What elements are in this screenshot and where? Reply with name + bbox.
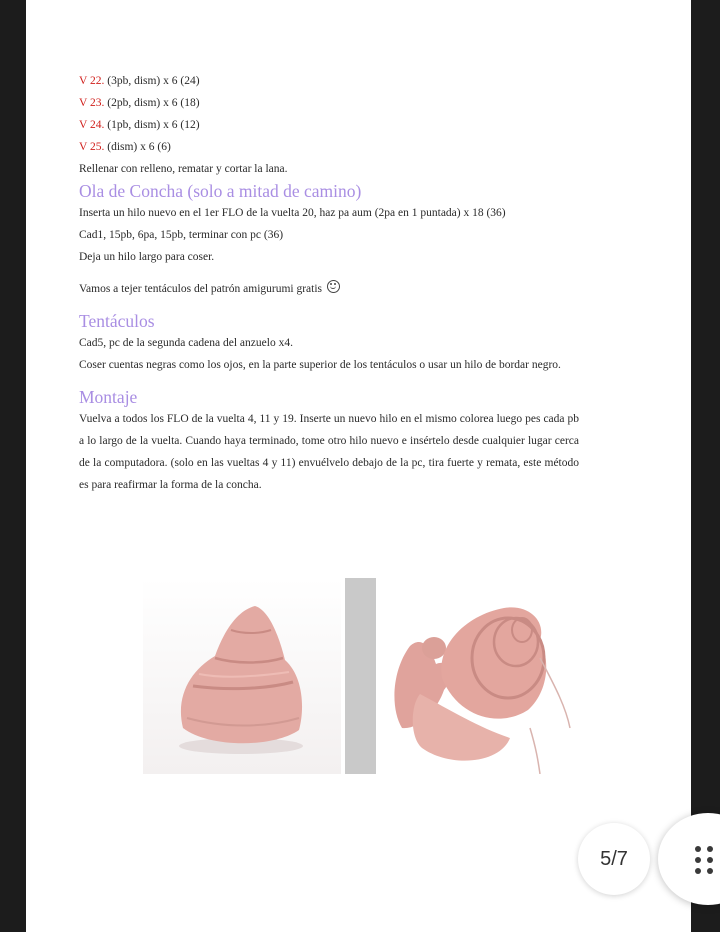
round-text: (dism) x 6 (6) bbox=[104, 141, 171, 153]
ola-line: Deja un hilo largo para coser. bbox=[79, 251, 215, 263]
promo-text: Vamos a tejer tentáculos del patrón amigurumi gratis bbox=[79, 283, 323, 295]
round-label: V 24. bbox=[79, 119, 105, 131]
round-text: (2pb, dism) x 6 (18) bbox=[104, 97, 200, 109]
shell-illustration-tentacles bbox=[380, 578, 576, 774]
round-line bbox=[79, 92, 579, 114]
round-label: V 25. bbox=[79, 141, 105, 153]
grid-dots-icon bbox=[694, 845, 716, 875]
round-text: (3pb, dism) x 6 (24) bbox=[104, 75, 200, 87]
page-indicator bbox=[578, 823, 650, 895]
montaje-paragraph: Vuelva a todos los FLO de la vuelta 4, 11 y 19. Inserte un nuevo hilo en el mismo colorea luego pes cada pb a lo largo de la vuelta. Cuando haya terminado, tome otro hilo nuevo e insértelo desde cualquier lugar cerca de la computadora. (solo en las vueltas 4 y 11) envuélvelo debajo de la pc, tira fuerte y remata, este método es para reafirmar la forma de la concha. bbox=[79, 413, 579, 491]
shell-photo-side bbox=[143, 578, 341, 774]
montaje-heading: Montaje bbox=[79, 387, 138, 407]
round-line bbox=[79, 70, 579, 92]
tentaculos-line: Coser cuentas negras como los ojos, en la parte superior de los tentáculos o usar un hilo de bordar negro. bbox=[79, 359, 561, 371]
round-line bbox=[79, 114, 579, 136]
promo-line bbox=[79, 278, 579, 300]
shell-photo-tentacles bbox=[380, 578, 576, 774]
ola-line: Cad1, 15pb, 6pa, 15pb, terminar con pc (36) bbox=[79, 229, 284, 241]
page-indicator-text: 5/7 bbox=[600, 847, 628, 870]
tentaculos-heading: Tentáculos bbox=[79, 311, 155, 331]
shell-illustration-side bbox=[143, 578, 341, 774]
round-label: V 22. bbox=[79, 75, 105, 87]
round-text: (1pb, dism) x 6 (12) bbox=[104, 119, 200, 131]
page-content bbox=[79, 70, 579, 496]
smiley-icon bbox=[327, 280, 340, 293]
round-label: V 23. bbox=[79, 97, 105, 109]
fill-instruction: Rellenar con relleno, rematar y cortar la lana. bbox=[79, 163, 288, 175]
ola-heading: Ola de Concha (solo a mitad de camino) bbox=[79, 181, 362, 201]
round-line bbox=[79, 136, 579, 158]
tentaculos-line: Cad5, pc de la segunda cadena del anzuelo x4. bbox=[79, 337, 293, 349]
ola-line: Inserta un hilo nuevo en el 1er FLO de la vuelta 20, haz pa aum (2pa en 1 puntada) x 18 (36) bbox=[79, 207, 506, 219]
photo-divider bbox=[345, 578, 376, 774]
